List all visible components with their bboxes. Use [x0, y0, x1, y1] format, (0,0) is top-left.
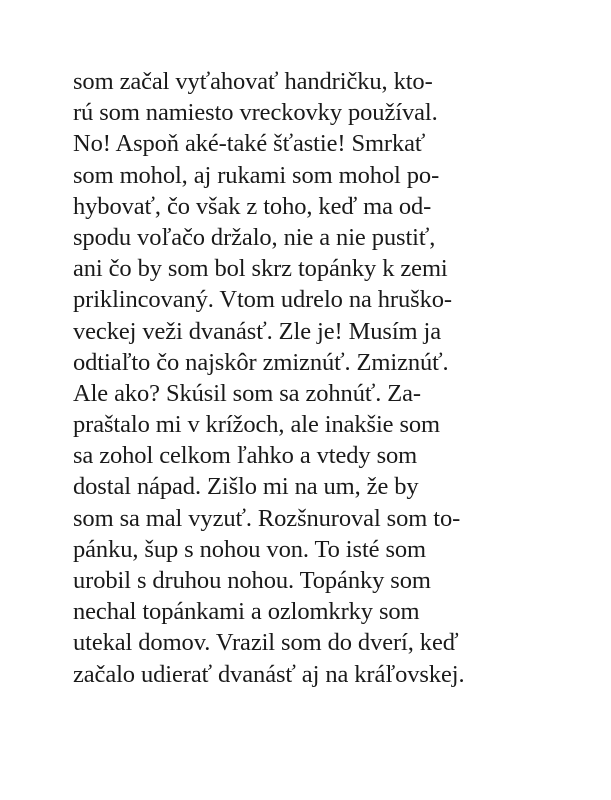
- text-line: veckej veži dvanásť. Zle je! Musím ja: [73, 317, 442, 345]
- text-line: No! Aspoň aké-také šťastie! Smrkať: [73, 130, 426, 158]
- text-line: som začal vyťahovať handričku, kto-: [73, 68, 433, 95]
- text-line: priklincovaný. Vtom udrelo na hruško-: [73, 286, 452, 314]
- text-line: ani čo by som bol skrz topánky k zemi: [73, 255, 448, 283]
- text-line: nechal topánkami a ozlomkrky som: [73, 598, 420, 626]
- text-line: hybovať, čo však z toho, keď ma od-: [73, 192, 432, 220]
- text-line: sa zohol celkom ľahko a vtedy som: [73, 442, 418, 470]
- text-line: som mohol, aj rukami som mohol po-: [73, 161, 440, 189]
- text-line: som sa mal vyzuť. Rozšnuroval som to-: [73, 504, 461, 532]
- text-line: Ale ako? Skúsil som sa zohnúť. Za-: [73, 379, 421, 407]
- text-line: utekal domov. Vrazil som do dverí, keď: [73, 629, 459, 657]
- text-line: urobil s druhou nohou. Topánky som: [73, 567, 431, 594]
- text-line: dostal nápad. Zišlo mi na um, že by: [73, 473, 419, 501]
- text-line: začalo udierať dvanásť aj na kráľovskej.: [73, 660, 465, 688]
- text-line: spodu voľačo držalo, nie a nie pustiť,: [73, 223, 436, 251]
- text-line: pánku, šup s nohou von. To isté som: [73, 535, 426, 563]
- text-line: rú som namiesto vreckovky používal.: [73, 99, 438, 127]
- body-text: [73, 66, 543, 690]
- text-line: praštalo mi v krížoch, ale inakšie som: [73, 411, 441, 439]
- text-line: odtiaľto čo najskôr zmiznúť. Zmiznúť.: [73, 348, 449, 376]
